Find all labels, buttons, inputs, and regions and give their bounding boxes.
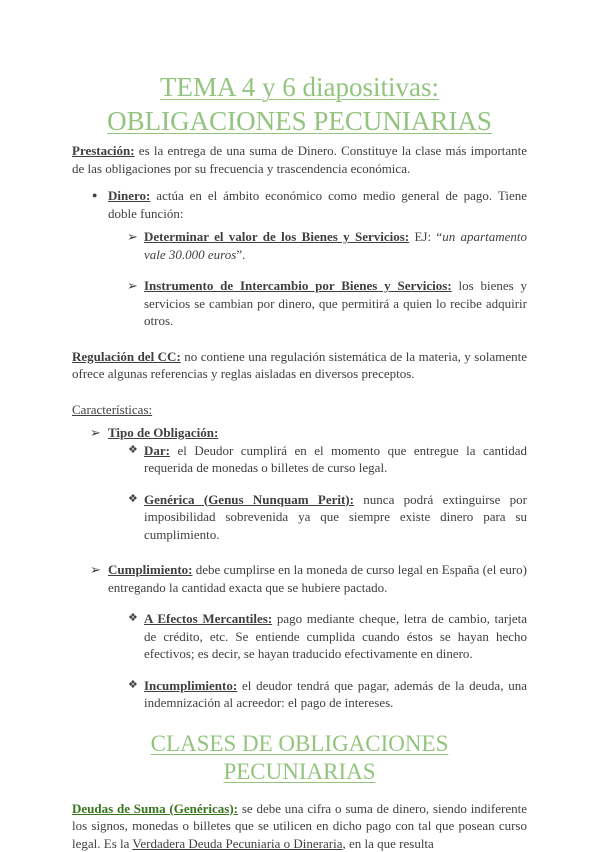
determinar-example: un apartamento vale 30.000 euros <box>144 229 527 262</box>
caracteristicas-label: Características: <box>72 402 152 417</box>
dar-label: Dar: <box>144 443 170 458</box>
arrow-bullet-icon: ➢ <box>127 228 138 246</box>
tipo-subitem-dar <box>72 442 527 477</box>
regulacion-text: no contiene una regulación sistemática de la materia, y solamente ofrece algunas referencias y reglas aisladas en diversos preceptos. <box>72 349 527 382</box>
dinero-subitem-1 <box>72 228 527 263</box>
generica-label: Genérica (Genus Nunquam Perit): <box>144 492 354 507</box>
diamond-bullet-icon: ❖ <box>128 491 138 509</box>
prestacion-label: Prestación: <box>72 143 135 158</box>
diamond-bullet-icon: ❖ <box>128 442 138 460</box>
regulacion-paragraph <box>72 348 527 383</box>
document-page <box>72 70 527 852</box>
tipo-item <box>72 424 527 442</box>
document-title <box>72 70 527 138</box>
deudas-paragraph <box>72 800 527 852</box>
arrow-bullet-icon: ➢ <box>90 561 101 579</box>
mercantiles-label: A Efectos Mercantiles: <box>144 611 272 626</box>
cumplimiento-subitem-mercantiles <box>72 610 527 663</box>
deudas-tail: , en la que resulta <box>342 836 433 851</box>
diamond-bullet-icon: ❖ <box>128 610 138 628</box>
regulacion-label: Regulación del CC: <box>72 349 181 364</box>
arrow-bullet-icon: ➢ <box>90 424 101 442</box>
determinar-text: EJ: “ <box>409 229 442 244</box>
dinero-label: Dinero: <box>108 188 150 203</box>
cumplimiento-item <box>72 561 527 596</box>
dinero-text: actúa en el ámbito económico como medio general de pago. Tiene doble función: <box>108 188 527 221</box>
arrow-bullet-icon: ➢ <box>127 277 138 295</box>
incumplimiento-label: Incumplimiento: <box>144 678 237 693</box>
cumplimiento-label: Cumplimiento: <box>108 562 193 577</box>
dar-text: el Deudor cumplirá en el momento que entregue la cantidad requerida de monedas o billetes de curso legal. <box>144 443 527 476</box>
deudas-link: Verdadera Deuda Pecuniaria o Dineraria <box>132 836 342 851</box>
deudas-label: Deudas de Suma (Genéricas): <box>72 801 238 816</box>
generica-text: nunca podrá extinguirse por imposibilidad sobrevenida ya que siempre existe dinero para su cumplimiento. <box>144 492 527 542</box>
determinar-tail: ”. <box>236 247 245 262</box>
prestacion-paragraph <box>72 142 527 177</box>
incumplimiento-text: el deudor tendrá que pagar, además de la deuda, una indemnización al acreedor: el pago de intereses. <box>144 678 527 711</box>
prestacion-text: es la entrega de una suma de Dinero. Constituye la clase más importante de las obligaciones por su frecuencia y trascendencia económica. <box>72 143 527 176</box>
diamond-bullet-icon: ❖ <box>128 677 138 695</box>
deudas-text: se debe una cifra o suma de dinero, siendo indiferente los signos, monedas o billetes que se utilicen en dicho pago con tal que posean curso legal. Es la <box>72 801 527 851</box>
cumplimiento-subitem-incumplimiento <box>72 677 527 712</box>
dinero-item <box>72 187 527 222</box>
instrumento-label: Instrumento de Intercambio por Bienes y Servicios: <box>144 278 452 293</box>
mercantiles-text: pago mediante cheque, letra de cambio, tarjeta de crédito, etc. Se entiende cumplida cuando éstos se hayan hecho efectivos; es decir, se hayan traducido efectivamente en dinero. <box>144 611 527 661</box>
cumplimiento-text: debe cumplirse en la moneda de curso legal en España (el euro) entregando la cantidad exacta que se hubiere pactado. <box>108 562 527 595</box>
title-line-2: OBLIGACIONES PECUNIARIAS <box>72 104 527 138</box>
caracteristicas-heading <box>72 401 527 419</box>
clases-heading: CLASES DE OBLIGACIONES PECUNIARIAS <box>72 730 527 786</box>
title-line-1: TEMA 4 y 6 diapositivas: <box>72 70 527 104</box>
bullet-dot-icon: ● <box>92 187 97 205</box>
instrumento-text: los bienes y servicios se cambian por dinero, que permitirá a quien lo recibe adquirir otros. <box>144 278 527 328</box>
dinero-subitem-2 <box>72 277 527 330</box>
tipo-subitem-generica <box>72 491 527 544</box>
tipo-label: Tipo de Obligación: <box>108 425 218 440</box>
determinar-label: Determinar el valor de los Bienes y Servicios: <box>144 229 409 244</box>
